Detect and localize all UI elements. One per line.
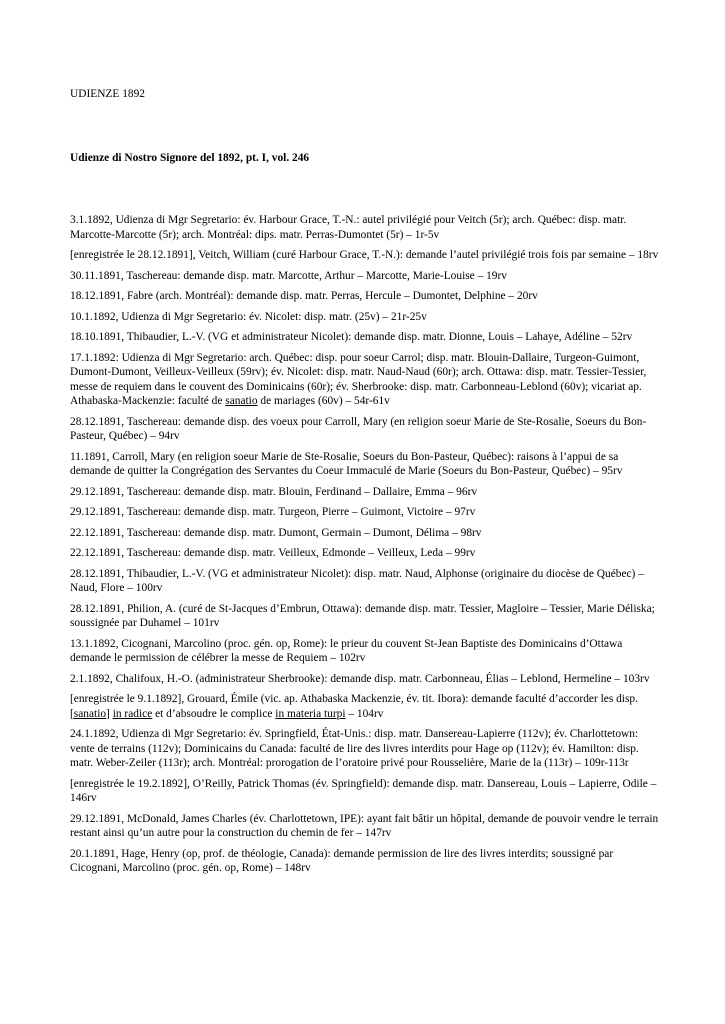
entry-list bbox=[70, 213, 662, 882]
entry-paragraph bbox=[70, 330, 662, 345]
entry-paragraph bbox=[70, 602, 662, 631]
entry-paragraph bbox=[70, 567, 662, 596]
entry-text: 24.1.1892, Udienza di Mgr Segretario: év. Springfield, État-Unis.: disp. matr. Dansereau-Lapierre (112v); év. Charlottetown: vente de terrains (112v); Dominicains du Canada: faculté de lire des livres interdits pour Hage op (112v); év. Hamilton: disp. matr. Weber-Zeiler (113r); arch. Montréal: prorogation de l’oratoire privé pour Rousselière, Marie de la (113r) – 109r-113r bbox=[70, 728, 639, 769]
entry-paragraph bbox=[70, 450, 662, 479]
document-title: UDIENZE 1892 bbox=[70, 88, 145, 100]
entry-text: 28.12.1891, Philion, A. (curé de St-Jacques d’Embrun, Ottawa): demande disp. matr. Tessier, Magloire – Tessier, Marie Déliska; soussignée par Duhamel – 101rv bbox=[70, 602, 655, 629]
entry-paragraph bbox=[70, 672, 662, 687]
entry-text: et d’absoudre le complice bbox=[152, 707, 276, 720]
entry-text: 17.1.1892: Udienza di Mgr Segretario: arch. Québec: disp. pour soeur Carrol; disp. matr. Blouin-Dallaire, Turgeon-Guimont, Dumont-Dumont, Veilleux-Veilleux (59rv); év. Nicolet: disp. matr. Naud-Naud (60r); arch. Ottawa: disp. matr. Tessier-Tessier, messe de requiem dans le couvent des Dominicains (60r); év. Sherbrooke: disp. matr. Carbonneau-Leblond (60v); vicariat ap. Athabaska-Mackenzie: faculté de bbox=[70, 351, 647, 407]
underlined-term: sanatio bbox=[225, 395, 258, 407]
entry-text: 3.1.1892, Udienza di Mgr Segretario: év. Harbour Grace, T.-N.: autel privilégié pour Veitch (5r); arch. Québec: disp. matr. Marcotte-Marcotte (5r); arch. Montréal: dips. matr. Perras-Dumontet (5r) – 1r-5v bbox=[70, 214, 627, 241]
entry-text: 30.11.1891, Taschereau: demande disp. matr. Marcotte, Arthur – Marcotte, Marie-Louise – 19rv bbox=[70, 269, 507, 282]
entry-text: 11.1891, Carroll, Mary (en religion soeur Marie de Ste-Rosalie, Soeurs du Bon-Pasteur, Québec): raisons à l’appui de sa demande de quitter la Congrégation des Servantes du Coeur Immaculé de Marie (Soeurs du Bon-Pasteur, Québec) – 95rv bbox=[70, 450, 623, 477]
entry-text: 22.12.1891, Taschereau: demande disp. matr. Dumont, Germain – Dumont, Délima – 98rv bbox=[70, 526, 482, 539]
entry-paragraph bbox=[70, 269, 662, 284]
entry-paragraph bbox=[70, 812, 662, 841]
entry-paragraph bbox=[70, 248, 662, 263]
underlined-term: in radice bbox=[112, 707, 153, 720]
entry-paragraph bbox=[70, 777, 662, 806]
entry-paragraph bbox=[70, 351, 662, 409]
entry-text: [enregistrée le 19.2.1892], O’Reilly, Patrick Thomas (év. Springfield): demande disp. matr. Dansereau, Louis – Lapierre, Odile – 146rv bbox=[70, 777, 657, 804]
entry-text: 18.12.1891, Fabre (arch. Montréal): demande disp. matr. Perras, Hercule – Dumontet, Delphine – 20rv bbox=[70, 290, 538, 302]
entry-paragraph bbox=[70, 415, 662, 444]
entry-paragraph bbox=[70, 692, 662, 721]
entry-paragraph bbox=[70, 485, 662, 500]
entry-text: 29.12.1891, McDonald, James Charles (év. Charlottetown, IPE): ayant fait bâtir un hôpital, demande de pouvoir vendre le terrain restant ainsi qu’un autre pour la construction du chemin de fer – 147rv bbox=[70, 812, 659, 839]
entry-text: 29.12.1891, Taschereau: demande disp. matr. Blouin, Ferdinand – Dallaire, Emma – 96rv bbox=[70, 485, 478, 498]
entry-text: 29.12.1891, Taschereau: demande disp. matr. Turgeon, Pierre – Guimont, Victoire – 97rv bbox=[70, 506, 476, 518]
entry-text: de mariages (60v) – 54r-61v bbox=[257, 395, 390, 407]
entry-text: – 104rv bbox=[345, 707, 384, 720]
entry-text: 20.1.1891, Hage, Henry (op, prof. de théologie, Canada): demande permission de lire des livres interdits; soussigné par Cicognani, Marcolino (proc. gén. op, Rome) – 148rv bbox=[70, 847, 614, 874]
entry-paragraph bbox=[70, 526, 662, 541]
entry-paragraph bbox=[70, 847, 662, 876]
entry-paragraph bbox=[70, 310, 662, 325]
entry-paragraph bbox=[70, 727, 662, 771]
entry-paragraph bbox=[70, 213, 662, 242]
entry-text: 18.10.1891, Thibaudier, L.-V. (VG et administrateur Nicolet): demande disp. matr. Dionne, Louis – Lahaye, Adéline – 52rv bbox=[70, 331, 633, 343]
entry-paragraph bbox=[70, 546, 662, 561]
entry-text: 28.12.1891, Taschereau: demande disp. des voeux pour Carroll, Mary (en religion soeur Marie de Ste-Rosalie, Soeurs du Bon-Pasteur, Québec) – 94rv bbox=[70, 415, 647, 442]
entry-paragraph bbox=[70, 289, 662, 304]
entry-text: 22.12.1891, Taschereau: demande disp. matr. Veilleux, Edmonde – Veilleux, Leda – 99rv bbox=[70, 547, 476, 559]
entry-text: 28.12.1891, Thibaudier, L.-V. (VG et administrateur Nicolet): disp. matr. Naud, Alphonse (originaire du diocèse de Québec) – Naud, Flore – 100rv bbox=[70, 567, 644, 594]
entry-text: 13.1.1892, Cicognani, Marcolino (proc. gén. op, Rome): le prieur du couvent St-Jean Baptiste des Dominicains d’Ottawa demande le permission de célébrer la messe de Requiem – 102rv bbox=[70, 637, 623, 664]
entry-text: [enregistrée le 28.12.1891], Veitch, William (curé Harbour Grace, T.-N.): demande l’autel privilégié trois fois par semaine – 18rv bbox=[70, 249, 659, 261]
entry-text: [enregistrée le 9.1.1892], Grouard, Émile (vic. ap. Athabaska Mackenzie, év. tit. Ibora): demande faculté d’accorder les disp. bbox=[70, 693, 638, 705]
entry-paragraph bbox=[70, 637, 662, 666]
underlined-term: [sanatio] bbox=[70, 707, 110, 720]
underlined-term: in materia turpi bbox=[275, 707, 346, 720]
entry-text: 10.1.1892, Udienza di Mgr Segretario: év. Nicolet: disp. matr. (25v) – 21r-25v bbox=[70, 310, 427, 323]
entry-text: 2.1.1892, Chalifoux, H.-O. (administrateur Sherbrooke): demande disp. matr. Carbonneau, Élias – Leblond, Hermeline – 103rv bbox=[70, 672, 650, 685]
document-subtitle: Udienze di Nostro Signore del 1892, pt. I, vol. 246 bbox=[70, 152, 310, 164]
entry-paragraph bbox=[70, 505, 662, 520]
